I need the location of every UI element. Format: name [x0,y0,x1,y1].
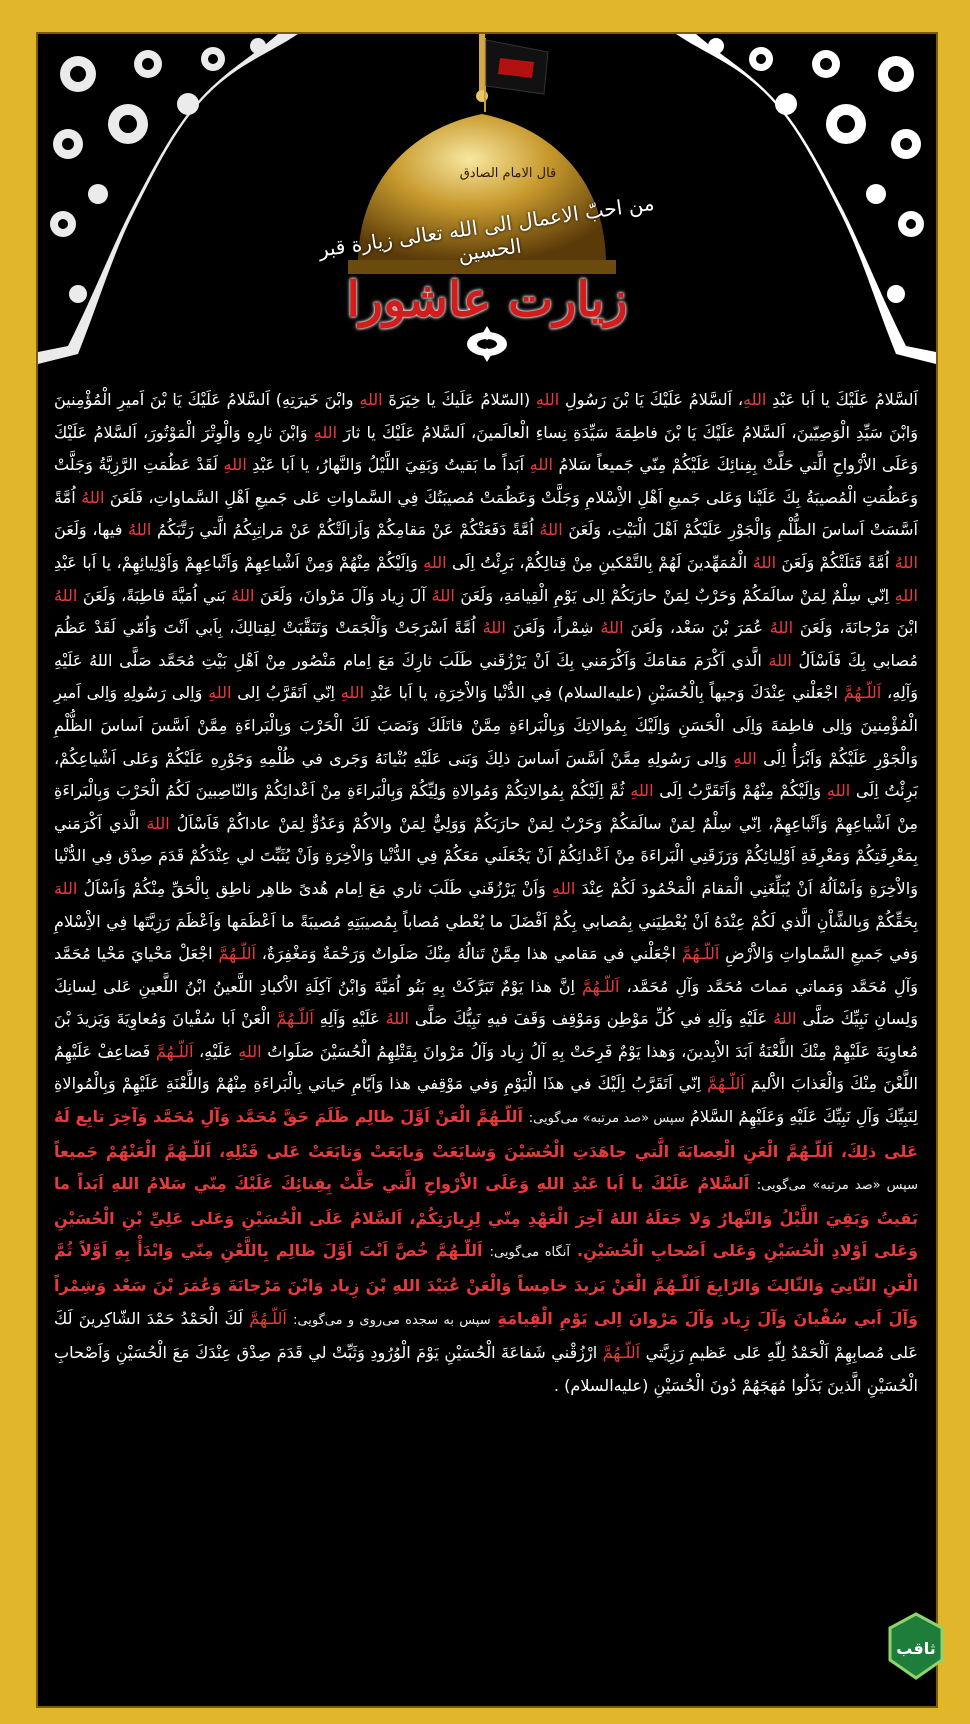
text-segment: وَاِلى رَسُولِهِ مِمَّنْ اَسَّسَ اَساسَ ذلِكَ وَبَنى عَلَيْهِ بُنْيانَهُ وَجَرى في ظُلْمِهِ وَجَوْرِهِ عَلَيْكُمْ وَعَلى اَشْياعِكُمْ، بَرِئْتُ اِلَى [54,748,918,801]
header [38,34,936,374]
text-segment: اَبَداً ما بَقيتُ وَبَقِيَ اللَّيْلُ وَالنَّهارُ، يا اَبا عَبْدِ [246,455,530,475]
text-segment: اللهُ [769,618,794,638]
text-segment: اللهِ [313,422,338,442]
text-segment: اَللّـهُمَّ [843,683,882,703]
text-segment: اللهِ [630,781,654,801]
text-segment: اَللّـهُمَّ [249,1308,287,1328]
text-segment: ابْنَ مَرْجانَةَ، وَلَعَنَ [793,618,918,638]
text-segment: وَاِلى رَسُولِهِ وَاِلى اَميرِ الْمُؤْمِنينَ وَاِلى فاطِمَةَ وَاِلَى الْحَسَنِ وَاِلَيْكَ بِمُوالاتِكَ وَبِالْبَراءَةِ مِمَّنْ قاتَلَكَ وَنَصَبَ لَكَ الْحَرْبَ وَبِالْبَراءَةِ مِمَّنْ اَسَّسَ اَساسَ الظُّلْمِ وَالْجَوْرِ عَلَيْكُمْ وَاَبْرَأُ اِلَى [54,683,918,768]
text-segment: اللهُ [128,520,152,540]
text-segment: سپس به سجده می‌روی و می‌گویی: [293,1312,491,1328]
text-segment: اُمَّةً قَتَلَتْكُمْ وَلَعَنَ [776,552,895,572]
text-segment: اجْعَلْ مَحْيايَ مَحْيا مُحَمَّد وَآلِ مُحَمَّد وَمَماتي مَماتَ مُحَمَّد وَآلِ مُحَمَّد، [54,944,918,996]
text-segment: اللهُ [773,1009,797,1029]
ziyarat-panel [36,32,938,1708]
text-segment: اِنَّ هذا يَوْمٌ تَبَرَّكَتْ بِهِ بَنُو اُمَيَّةَ وَابْنُ آكِلَةِ الاَْكبادِ اللَّعينُ ابْنُ اللَّعينِ عَلى لِسانِكَ وَلِسانِ نَبِيِّكَ صَلَّى [54,976,918,1029]
quote-attribution: قال الامام الصادق [459,166,557,181]
text-segment: اَللّـهُمَّ خُصَّ اَنْتَ اَوَّلَ ظالِم بِاللَّعْنِ مِنّي وَابْدَأْ بِهِ اَوَّلاً ثُمَّ الْعَنِ الثّانِيَ وَالثّالِثَ وَالرّابِعَ اَللّـهُمَّ الْعَنْ يَزيدَ خامِساً وَالْعَنْ عُبَيْدَ اللهِ بْنَ زِياد وَابْنَ مَرْجانَةَ وَعُمَرَ بْنَ سَعْد وَشِمْراً وَآلَ اَبي سُفْيانَ وَآلَ زِياد وَآلَ مَرْوانَ اِلى يَوْمِ الْقِيامَةِ [54,1241,919,1328]
text-segment: وَاَنْ يَرْزُقَني طَلَبَ ثاري مَعَ اِمام هُدىً ظاهِر ناطِق بِالْحَقِّ مِنْكُمْ وَاَسْاَلُ [77,878,553,898]
text-segment: اجْعَلْني عِنْدَكَ وَجيهاً بِالْحُسَيْنِ (عليه‌السلام) فِي الدُّنْيا وَالاْخِرَةِ، يا اَبا عَبْدِ [364,683,844,703]
text-segment: اللهُ [752,552,777,572]
text-segment: اللهِ [208,683,232,703]
text-segment: اُمَّةً اَسْرَجَتْ وَاَلْجَمَتْ وَتَنَقَّبَتْ لِقِتالِكَ، بِاَبي اَنْتَ وَاُمّي لَقَدْ عَظُمَ مُصابي بِكَ فَاَسْاَلُ [54,618,918,670]
text-segment: اللهُ [539,520,563,540]
ziyarat-text [54,384,918,1684]
text-segment: اللهِ [733,748,757,768]
text-segment: اجْعَلْني في مَقامي هذا مِمَّنْ تَنالُهُ مِنْكَ صَلَواتٌ وَرَحْمَةٌ وَمَغْفِرَةٌ، [255,944,682,964]
text-segment: اللهِ [529,455,553,475]
text-segment: عَلَيْهِ، [193,1041,239,1061]
text-segment: اِنّي اَتَقَرَّبُ اِلَيْكَ في هذَا الْيَوْمِ وَفي مَوْقِفي هذا وَاَيّامِ حَياتي بِالْبَراءَةِ مِنْهُمْ وَاللَّعْنَةِ عَلَيْهِمْ وَبِالْمُوالاةِ لِنَبِيِّكَ وَآلِ نَبِيِّكَ عَلَيْهِ وَعَلَيْهِمُ السَّلامُ [54,1074,918,1127]
text-segment: الَّذي اَكْرَمَ مَقامَكَ وَاَكْرَمَني بِكَ اَنْ يَرْزُقَني طَلَبَ ثارِكَ مَعَ اِمام مَنْصُور مِنْ اَهْلِ بَيْتِ مُحَمَّد صَلَّى اللهُ عَلَيْهِ وَآلِهِ، [54,650,918,703]
page-title: زیارت عاشورا [346,272,628,328]
text-segment: وَابْنَ ثارِهِ وَالْوِتْرَ الْمَوْتُورَ، اَلسَّلامُ عَلَيْكَ وَعَلَى الاَْرْواحِ الَّتي حَلَّتْ بِفِنائِكَ عَلَيْكُمْ مِنّي جَميعاً سَلامُ [54,422,919,475]
text-segment: اللهِ [894,585,918,605]
text-segment: فَضاعِفْ عَلَيْهِمُ اللَّعْنَ مِنْكَ وَالْعَذابَ الاَْليمَ [54,1041,918,1094]
text-segment: اللهُ [231,585,255,605]
text-segment: اللهُ [431,585,455,605]
text-segment: شِمْراً، وَلَعَنَ [505,618,601,638]
text-segment: وَاِلَيْكُمْ مِنْهُمْ وَاَتَقَرَّبُ اِلَى [653,781,827,801]
text-segment: الْعَنْ اَبا سُفْيانَ وَمُعاوِيَةَ وَيَزيدَ بْنَ مُعاوِيَةَ عَلَيْهِمْ مِنْكَ اللَّعْنَةُ اَبَدَ الاْبِدينَ، وَهذا يَوْمٌ فَرِحَتْ بِهِ آلُ زِياد وَآلُ مَرْوانَ بِقَتْلِهِمُ الْحُسَيْنَ صَلَواتُ [54,1009,919,1061]
text-segment: اللهَ [146,813,170,833]
text-segment: اَللّـهُمَّ [155,1041,194,1061]
text-segment: اُمَّةً دَفَعَتْكُمْ عَنْ مَقامِكُمْ وَاَزالَتْكُمْ عَنْ مَراتِبِكُمُ الَّتي رَتَّبَكُمُ [151,520,540,540]
text-segment: عُمَرَ بْنَ سَعْد، وَلَعَنَ [623,618,770,638]
text-segment: اَللّـهُمَّ [602,1343,641,1363]
text-segment: اِنّي سِلْمٌ لِمَنْ سالَمَكُمْ وَحَرْبٌ لِمَنْ حارَبَكُمْ اِلى يَوْمِ الْقِيامَةِ، وَلَعَنَ [454,585,895,605]
text-segment: اَللّـهُمَّ الْعَنْ اَوَّلَ ظالِم ظَلَمَ حَقَّ مُحَمَّد وَآلِ مُحَمَّد وَآخِرَ تابِع لَهُ عَلى ذلِكَ، اَللّـهُمَّ الْعَنِ الْعِصابَةَ الَّتي جاهَدَتِ الْحُسَيْنَ وَشايَعَتْ وَبايَعَتْ وَتابَعَتْ عَلى قَتْلِهِ، اَللّـهُمَّ الْعَنْهُمْ جَميعاً [54,1107,918,1161]
text-segment: اللهُ [600,618,624,638]
calligraphy-quote: من احبّ الاعمال الی الله تعالی زیارة قبر الحسین [317,190,656,267]
text-segment: اللهِ [552,878,576,898]
text-segment: عَلَيْهِ وَآلِهِ [313,1009,386,1029]
text-segment: اللهِ [340,683,365,703]
text-segment: اللهَ [54,878,78,898]
text-segment: بِحَقِّكُمْ وَبِالشَّاْنِ الَّذي لَكُمْ عِنْدَهُ اَنْ يُعْطِيَني بِمُصابي بِكُمْ اَفْضَلَ ما يُعْطي مُصاباً بِمُصيبَتِهِ مُصيبَةً ما اَعْظَمَها وَاَعْظَمَ رَزِيَّتَها فِي الاِْسْلامِ وَفي جَميعِ السَّماواتِ وَالاَْرْضِ [54,911,918,964]
text-segment: اِنّي اَتَقَرَّبُ اِلى [231,683,341,703]
text-segment: اَللّـهُمَّ [276,1009,314,1029]
text-segment: اللهَ [768,650,792,670]
text-segment: اللهُ [894,552,918,572]
text-segment: اَلسَّلامُ عَلَيْكَ يا اَبا عَبْدِ [766,390,918,409]
text-segment: بَني اُمَيَّةَ قاطِبَةً، وَلَعَنَ [77,585,232,605]
text-segment: اللهِ [826,781,851,801]
logo-text: ثاقب [896,1639,936,1658]
saqeb-logo [884,1612,948,1684]
text-segment: اللهِ [743,390,767,409]
text-segment: (السّلامُ عَلَيكَ يا خِيَرَةَ [382,390,536,409]
text-segment: وابْنَ خَيرَتِهِ) اَلسَّلامُ عَلَيْكَ يَا بْنَ اَميرِ الْمُؤْمِنينَ وَابْنَ سَيِّدِ الْوَصِيّينَ، اَلسَّلامُ عَلَيْكَ يَا بْنَ فاطِمَةَ سَيِّدَةِ نِساءِ الْعالَمينَ، اَلسَّلامُ عَلَيْكَ يا ثارَ [54,390,918,442]
text-segment: اللهُ [385,1009,410,1029]
text-segment: لَكَ الْحَمْدُ حَمْدَ الشّاكِرينَ لَكَ عَلى مُصابِهِمْ اَلْحَمْدُ لِلّهِ عَلى عَظيمِ رَزِيَّتي [54,1308,918,1363]
text-segment: اللهِ [423,552,447,572]
text-segment: آنگاه می‌گویی: [489,1245,570,1261]
text-segment: ارْزُقْني شَفاعَةَ الْحُسَيْنِ يَوْمَ الْوُرُودِ وَثَبِّتْ لي قَدَمَ صِدْق عِنْدَكَ مَعَ الْحُسَيْنِ وَاَصْحابِ الْحُسَيْنِ الَّذينَ بَذَلُوا مُهَجَهُمْ دُونَ الْحُسَيْنِ (عليه‌السلام) . [54,1343,918,1395]
text-segment: اُمَّةً اَسَّسَتْ اَساسَ الظُّلْمِ وَالْجَوْرِ عَلَيْكُمْ اَهْلَ الْبَيْتِ، وَلَعَنَ [54,487,918,540]
text-segment: الْمُمَهِّدينَ لَهُمْ بِالتَّمْكينِ مِنْ قِتالِكُمْ، بَرِئْتُ اِلَى [446,552,753,572]
text-segment: اللهِ [359,390,383,409]
text-segment: اَلسَّلامُ عَلَيْكَ يا اَبا عَبْدِ اللهِ وَعَلَى الاَْرْواحِ الَّتي حَلَّتْ بِفِنائِكَ عَلَيْكَ مِنّي سَلامُ اللهِ اَبَداً ما بَقيتُ وَبَقِيَ اللَّيْلُ وَالنَّهارُ وَلا جَعَلَهُ اللهُ آخِرَ الْعَهْدِ مِنّي لِزِيارَتِكُمْ، اَلسَّلامُ عَلَى الْحُسَيْنِ وَعَلى عَلِيِّ بْنِ الْحُسَيْنِ وَعَلى اَوْلادِ الْحُسَيْنِ وَعَلى اَصْحابِ الْحُسَيْنِ. [54,1174,919,1261]
text-segment: فيها، وَلَعَنَ [54,520,129,540]
text-segment: الَّذي اَكْرَمَني بِمَعْرِفَتِكُمْ وَمَعْرِفَةِ اَوْلِيائِكُمْ وَرَزَقَنِي الْبَراءَةَ مِنْ اَعْدائِكُمْ اَنْ يَجْعَلَني مَعَكُمْ فِي الدُّنْيا وَالاْخِرَةِ وَاَنْ يُثَبِّتَ لي عِنْدَكُمْ قَدَمَ صِدْق فِي الدُّنْيا وَالاْخِرَةِ وَاَسْاَلُهُ اَنْ يُبَلِّغَنِي الْمَقامَ الْمَحْمُودَ لَكُمْ عِنْدَ [54,813,918,898]
text-segment: اَللّـهُمَّ [581,976,620,996]
text-segment: اَللّـهُمَّ [681,944,720,964]
text-segment: اللهِ [535,390,560,409]
text-segment: اَللّـهُمَّ [218,944,256,964]
ornament-emblem [467,326,507,362]
text-segment: اللهِ [238,1041,262,1061]
text-segment: سپس «صد مرتبه» می‌گویی: [528,1111,685,1127]
text-segment: لَقَدْ عَظُمَتِ الرَّزِيَّةُ وَجَلَّتْ وَعَظُمَتِ الْمُصيبَةُ بِكَ عَلَيْنا وَعَلى جَميعِ اَهْلِ الاِْسْلامِ وَجَلَّتْ وَعَظُمَتْ مُصيبَتُكَ فِي السَّماواتِ عَلى جَميعِ اَهْلِ السَّماواتِ، فَلَعَنَ [54,455,918,507]
text-segment: اللهُ [81,487,105,507]
text-segment: اللهِ [223,455,247,475]
text-segment: اَللّـهُمَّ [707,1074,745,1094]
text-segment: اللهُ [54,585,78,605]
text-segment: ثُمَّ اِلَيْكُمْ بِمُوالاتِكُمْ وَمُوالاةِ وَلِيِّكُمْ وَبِالْبَراءَةِ مِنْ اَعْدائِكُمْ وَالنّاصِبينَ لَكُمُ الْحَرْبَ وَبِالْبَراءَةِ مِنْ اَشْياعِهِمْ وَاَتْباعِهِمْ، اِنّي سِلْمٌ لِمَنْ سالَمَكُمْ وَحَرْبٌ لِمَنْ حارَبَكُمْ وَوَلِيٌّ لِمَنْ والاكُمْ وَعَدُوٌّ لِمَنْ عاداكُمْ فَاَسْاَلُ [54,781,918,833]
text-segment: ، اَلسَّلامُ عَلَيْكَ يَا بْنَ رَسُولِ [559,390,744,409]
text-segment: عَلَيْهِ وَآلِهِ في كُلِّ مَوْطِن وَمَوْقِف وَقَفَ فيهِ نَبِيُّكَ صَلَّى [409,1009,774,1029]
text-segment: آلَ زِياد وَآلَ مَرْوانَ، وَلَعَنَ [254,585,432,605]
text-segment: سپس «صد مرتبه» می‌گویی: [756,1178,918,1194]
text-segment: وَاِلَيْكُمْ مِنْهُمْ وَمِنْ اَشْياعِهِمْ وَاَتْباعِهِمْ وَاَوْلِيائِهِمْ، يا اَبا عَبْدِ [54,552,424,572]
text-segment: اللهُ [482,618,506,638]
black-flag [484,38,548,112]
